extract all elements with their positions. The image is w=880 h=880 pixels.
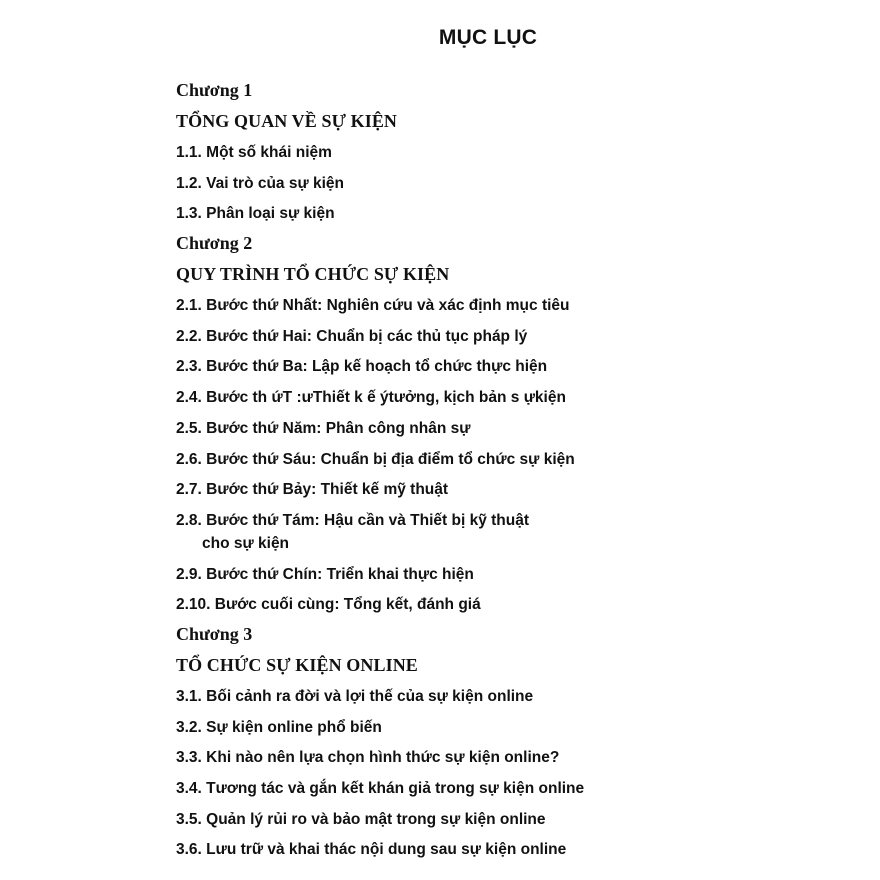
toc-entry-continuation: cho sự kiện — [202, 534, 290, 552]
chapter-2 — [176, 230, 816, 620]
chapter-title: TỔNG QUAN VỀ SỰ KIỆN — [176, 111, 398, 131]
table-of-contents — [176, 76, 816, 865]
chapter-title: TỔ CHỨC SỰ KIỆN ONLINE — [176, 654, 418, 675]
toc-entry: 2.1. Bước thứ Nhất: Nghiên cứu và xác định mục tiêu — [176, 297, 570, 315]
toc-entry: 2.10. Bước cuối cùng: Tổng kết, đánh giá — [176, 596, 481, 614]
toc-entry: 2.3. Bước thứ Ba: Lập kế hoạch tổ chức thực hiện — [176, 358, 548, 376]
chapter-label: Chương 1 — [176, 80, 253, 100]
toc-entry-text: 2.8. Bước thứ Tám: Hậu cần và Thiết bị kỹ thuật — [176, 511, 530, 529]
toc-entry: 2.2. Bước thứ Hai: Chuẩn bị các thủ tục pháp lý — [176, 327, 528, 345]
toc-entry: 2.6. Bước thứ Sáu: Chuẩn bị địa điểm tổ chức sự kiện — [176, 450, 575, 468]
chapter-label: Chương 3 — [176, 623, 253, 644]
chapter-1 — [176, 77, 816, 229]
toc-entry-multiline — [176, 505, 816, 559]
toc-entry: 3.4. Tương tác và gắn kết khán giả trong sự kiện online — [176, 780, 585, 797]
toc-entry: 3.3. Khi nào nên lựa chọn hình thức sự kiện online? — [176, 749, 560, 767]
toc-entry: 3.5. Quản lý rủi ro và bảo mật trong sự kiện online — [176, 810, 546, 828]
toc-entry: 2.5. Bước thứ Năm: Phân công nhân sự — [176, 419, 471, 437]
toc-entry: 2.9. Bước thứ Chín: Triển khai thực hiện — [176, 565, 474, 583]
toc-entry: 2.4. Bước th ứT :ưThiết k ế ýtưởng, kịch bản s ựkiện — [176, 389, 566, 407]
toc-entry: 1.3. Phân loại sự kiện — [176, 205, 335, 223]
toc-entry: 3.1. Bối cảnh ra đời và lợi thế của sự kiện online — [176, 687, 534, 705]
chapter-label: Chương 2 — [176, 233, 253, 254]
toc-entry: 3.2. Sự kiện online phổ biến — [176, 718, 382, 736]
toc-entry: 3.6. Lưu trữ và khai thác nội dung sau sự kiện online — [176, 841, 567, 859]
toc-entry: 2.7. Bước thứ Bảy: Thiết kế mỹ thuật — [176, 481, 449, 499]
chapter-3 — [176, 621, 816, 865]
toc-entry: 1.1. Một số khái niệm — [176, 144, 332, 161]
chapter-title: QUY TRÌNH TỔ CHỨC SỰ KIỆN — [176, 264, 450, 285]
page-title: MỤC LỤC — [438, 26, 538, 49]
toc-entry: 1.2. Vai trò của sự kiện — [176, 174, 345, 192]
